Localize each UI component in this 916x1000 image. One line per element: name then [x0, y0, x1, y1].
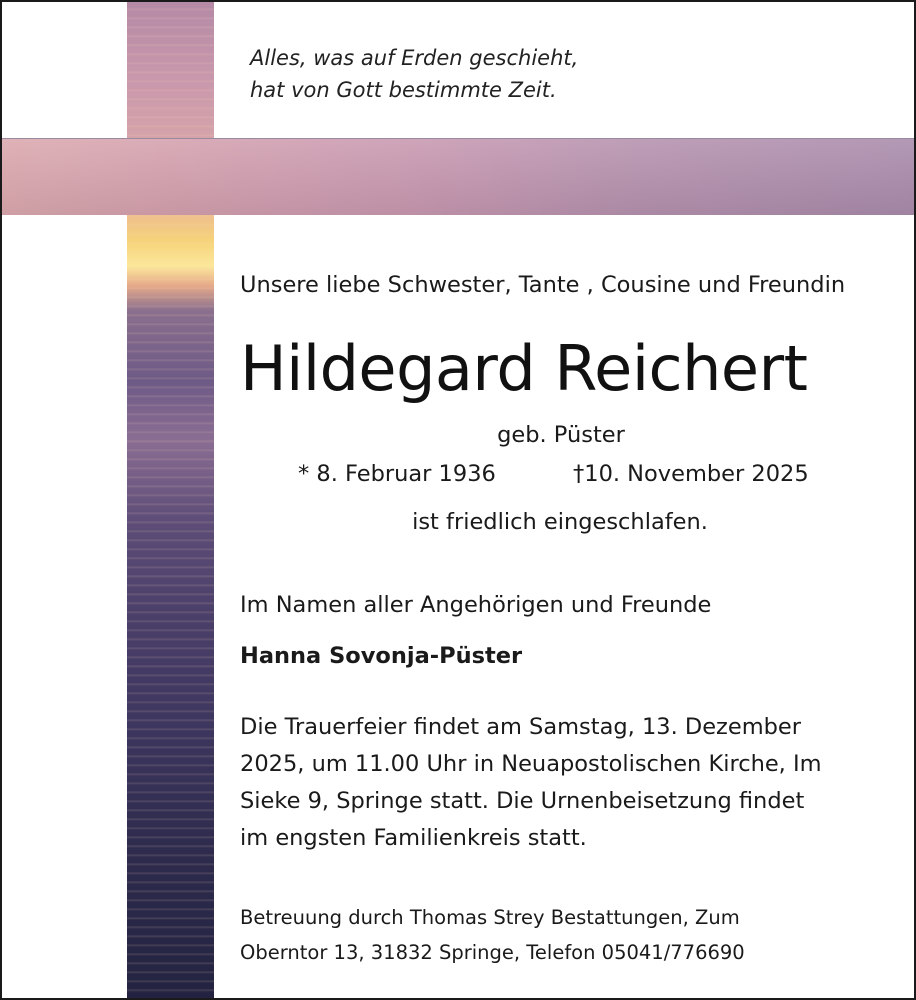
- family-intro: Im Namen aller Angehörigen und Freunde: [240, 592, 712, 618]
- divider: [2, 138, 914, 139]
- passed-text: ist friedlich eingeschlafen.: [412, 509, 708, 535]
- motto-line-1: Alles, was auf Erden geschieht,: [250, 46, 579, 70]
- ceremony-line-4: im engsten Familienkreis statt.: [240, 825, 587, 851]
- ceremony-line-1: Die Trauerfeier findet am Samstag, 13. Dezember: [240, 714, 802, 740]
- notice-intro: Unsere liebe Schwester, Tante , Cousine und Freundin: [240, 272, 846, 298]
- ceremony-line-3: Sieke 9, Springe statt. Die Urnenbeisetzung findet: [240, 788, 805, 814]
- undertaker-info: [240, 900, 890, 970]
- passed-row: [240, 509, 890, 535]
- cross-sunset-image-horizontal: [2, 138, 914, 215]
- ceremony-info: [240, 709, 890, 857]
- signer-name: Hanna Sovonja-Püster: [240, 643, 523, 669]
- undertaker-line-2: Oberntor 13, 31832 Springe, Telefon 05041/776690: [240, 941, 745, 964]
- motto-quote: [250, 42, 890, 106]
- birth-name: geb. Püster: [497, 422, 625, 448]
- birth-date: * 8. Februar 1936: [298, 461, 496, 487]
- undertaker-line-1: Betreuung durch Thomas Strey Bestattungen, Zum: [240, 906, 740, 929]
- birth-name-row: [240, 422, 890, 448]
- motto-line-2: hat von Gott bestimmte Zeit.: [250, 78, 557, 102]
- death-date: †10. November 2025: [573, 461, 809, 487]
- deceased-name: Hildegard Reichert: [240, 332, 808, 405]
- ceremony-line-2: 2025, um 11.00 Uhr in Neuapostolischen Kirche, Im: [240, 751, 822, 777]
